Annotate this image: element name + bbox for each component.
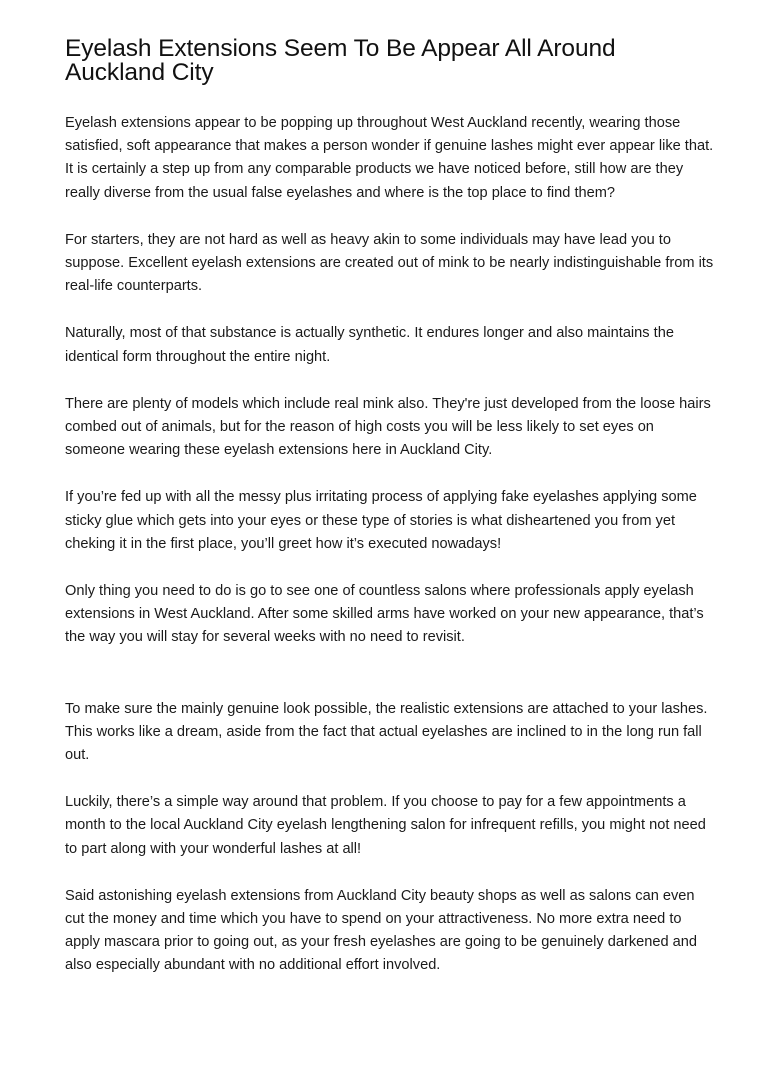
document-title: Eyelash Extensions Seem To Be Appear All Around Auckland City: [65, 35, 616, 86]
paragraph: If you’re fed up with all the messy plus irritating process of applying fake eyelashes applying some sticky glue which gets into your eyes or these type of stories is what disheartened you from yet cheking it in the first place, you’ll greet how it’s executed nowadays!: [65, 489, 697, 552]
document-body: [65, 112, 715, 978]
paragraph: Said astonishing eyelash extensions from Auckland City beauty shops as well as salons can even cut the money and time which you have to spend on your attractiveness. No more extra need to apply mascara prior to going out, as your fresh eyelashes are going to be genuinely darkened and also especially abundant with no additional effort involved.: [65, 887, 697, 974]
paragraph: To make sure the mainly genuine look possible, the realistic extensions are attached to your lashes. This works like a dream, aside from the fact that actual eyelashes are inclined to in the long run fall out.: [65, 700, 708, 764]
paragraph: There are plenty of models which include real mink also. They're just developed from the loose hairs combed out of animals, but for the reason of high costs you will be less likely to set eyes on someone wearing these eyelash extensions here in Auckland City.: [65, 395, 711, 459]
paragraph: Naturally, most of that substance is actually synthetic. It endures longer and also maintains the identical form throughout the entire night.: [65, 325, 674, 365]
paragraph: Luckily, there’s a simple way around that problem. If you choose to pay for a few appointments a month to the local Auckland City eyelash lengthening salon for infrequent refills, you might not need to part along with your wonderful lashes at all!: [65, 794, 706, 857]
document-page: [65, 37, 715, 1002]
paragraph: Eyelash extensions appear to be popping up throughout West Auckland recently, wearing those satisfied, soft appearance that makes a person wonder if genuine lashes might ever appear like that. It is certainly a step up from any comparable products we have noticed before, still how are they really diverse from the usual false eyelashes and where is the top place to find them?: [65, 115, 714, 201]
paragraph: For starters, they are not hard as well as heavy akin to some individuals may have lead you to suppose. Excellent eyelash extensions are created out of mink to be nearly indistinguishable from its real-life counterparts.: [65, 231, 714, 295]
paragraph: Only thing you need to do is go to see one of countless salons where professionals apply eyelash extensions in West Auckland. After some skilled arms have worked on your new appearance, that’s the way you will stay for several weeks with no need to revisit.: [65, 583, 704, 646]
